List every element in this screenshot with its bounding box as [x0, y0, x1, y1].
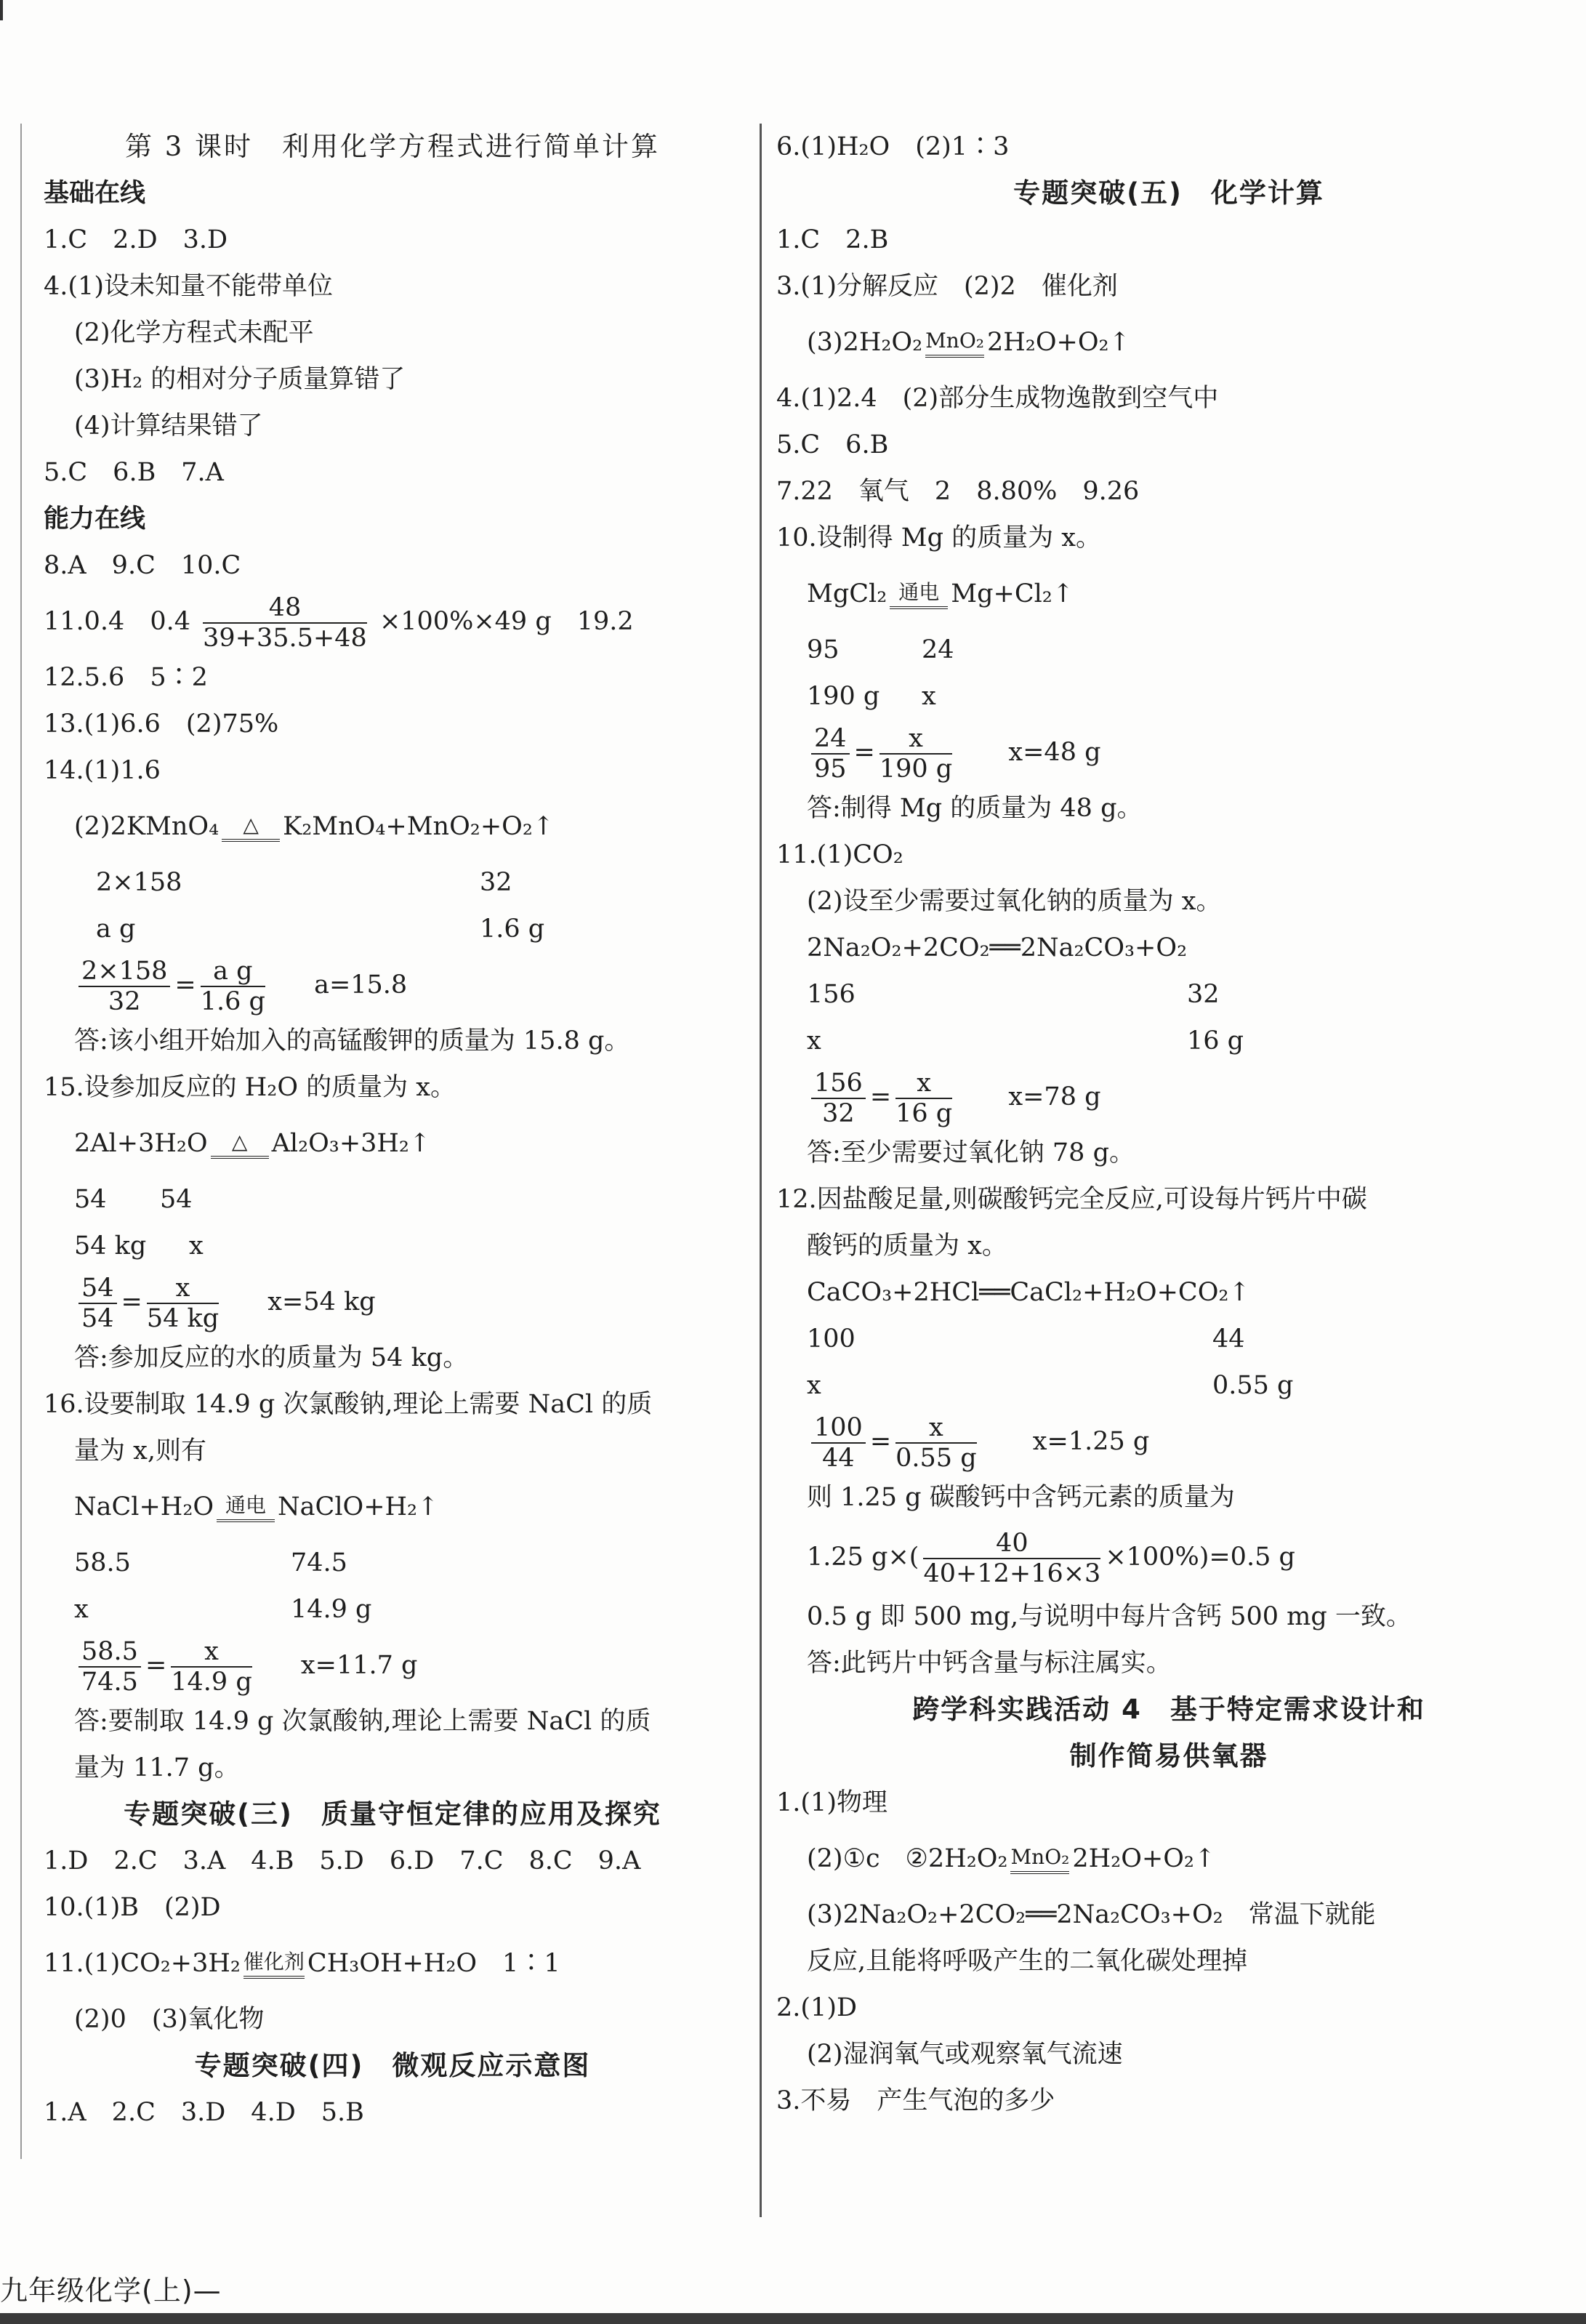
reaction-arrow [243, 1951, 305, 1979]
answer-text: ×100%)=0.5 g [1105, 1543, 1295, 1572]
page-footer: 九年级化学(上)— [0, 2275, 222, 2307]
answer-statement: 答:要制取 14.9 g 次氯酸钠,理论上需要 NaCl 的质 [74, 1707, 651, 1736]
fraction [923, 1529, 1100, 1588]
eq-left: (2)2KMnO₄ [74, 812, 220, 841]
denominator: 95 [814, 754, 847, 784]
mass-value: 32 [1187, 980, 1220, 1009]
mass-row [44, 859, 741, 906]
denominator: 54 kg [146, 1303, 220, 1333]
reaction-condition: MnO₂ [1010, 1844, 1070, 1869]
activity-heading-line2: 制作简易供氧器 [1069, 1740, 1268, 1772]
top-edge-mark [0, 0, 3, 20]
numerator: 48 [203, 593, 367, 624]
chemical-equation: 2Na₂O₂+2CO₂══2Na₂CO₃+O₂ [807, 933, 1188, 962]
answer-line: 0.5 g 即 500 mg,与说明中每片含钙 500 mg 一致。 [807, 1602, 1412, 1631]
answer-statement: 量为 11.7 g。 [74, 1753, 240, 1782]
proportion-line: $\frac{100}{44}$ = $\frac{x}{0.55 g}$ x=1.25 g [776, 1409, 1561, 1474]
left-binding-line [20, 124, 22, 2159]
section-ability: 能力在线 [44, 504, 146, 534]
reaction-arrow [211, 1131, 269, 1159]
mass-row [776, 971, 1561, 1018]
reaction-arrow [1010, 1846, 1069, 1874]
chemical-equation [44, 1111, 741, 1176]
denominator: 32 [108, 986, 141, 1016]
fraction [79, 1274, 117, 1333]
chemical-equation [776, 310, 1561, 375]
column-divider [760, 124, 762, 2217]
mass-value: 100 [807, 1324, 856, 1354]
mass-value: 190 g [807, 682, 880, 711]
chemical-equation [44, 1931, 741, 1996]
answer-line: 10.设制得 Mg 的质量为 x。 [776, 523, 1102, 552]
numerator: x [895, 1413, 976, 1444]
mass-value: x [922, 682, 936, 711]
reaction-condition: 催化剂 [243, 1949, 305, 1974]
eq-left: (2)①c ②2H₂O₂ [807, 1844, 1008, 1873]
reaction-condition: 通电 [898, 579, 940, 604]
answer-line: 5.C 6.B 7.A [44, 458, 224, 487]
reaction-condition: MnO₂ [925, 328, 985, 353]
numerator: x [171, 1637, 251, 1668]
answer-line-fraction [776, 1521, 1561, 1593]
eq-left: 11.(1)CO₂+3H₂ [44, 1949, 241, 1978]
mass-row [776, 627, 1561, 673]
denominator: 40+12+16×3 [923, 1559, 1101, 1588]
answer-line: (4)计算结果错了 [74, 411, 263, 441]
answer-line: 14.(1)1.6 [44, 756, 161, 785]
answer-line: 反应,且能将呼吸产生的二氧化碳处理掉 [807, 1947, 1248, 1976]
result: x=11.7 g [300, 1651, 418, 1680]
denominator: 32 [822, 1098, 855, 1128]
result: x=54 kg [267, 1287, 376, 1316]
answer-line: 1.(1)物理 [776, 1788, 887, 1817]
numerator: 58.5 [79, 1637, 141, 1668]
denominator: 1.6 g [200, 986, 265, 1016]
eq-right: Al₂O₃+3H₂↑ [271, 1129, 431, 1158]
numerator: 40 [923, 1529, 1100, 1559]
answer-line: (2)湿润氧气或观察氧气流速 [807, 2040, 1123, 2069]
answer-text: 11.0.4 0.4 [44, 607, 190, 636]
numerator: 100 [811, 1413, 866, 1444]
chemical-equation [44, 1474, 741, 1540]
answer-line: 1.C 2.B [776, 225, 889, 254]
answer-line: 15.设参加反应的 H₂O 的质量为 x。 [44, 1073, 456, 1102]
mass-value: 0.55 g [1212, 1371, 1294, 1400]
mass-row [44, 1540, 741, 1586]
numerator: 54 [79, 1274, 117, 1304]
mass-row [44, 1223, 741, 1269]
result: x=48 g [1008, 738, 1101, 767]
fraction [811, 1413, 866, 1473]
answer-line: (3)H₂ 的相对分子质量算错了 [74, 365, 406, 394]
fraction [879, 724, 952, 784]
mass-value: 156 [807, 980, 856, 1009]
denominator: 44 [822, 1443, 855, 1473]
mass-value: 54 [74, 1185, 107, 1214]
eq-right: NaClO+H₂↑ [278, 1492, 439, 1521]
result: x=78 g [1008, 1082, 1101, 1111]
reaction-condition: △ [243, 812, 259, 837]
answer-line: 16.设要制取 14.9 g 次氯酸钠,理论上需要 NaCl 的质 [44, 1390, 653, 1419]
mass-value: 44 [1212, 1324, 1245, 1354]
proportion-line: $\frac{54}{54}$ = $\frac{x}{54 kg}$ x=54 kg [44, 1269, 741, 1335]
mass-row [776, 1362, 1561, 1409]
denominator: 39+35.5+48 [203, 623, 367, 653]
reaction-arrow [925, 330, 984, 358]
denominator: 16 g [895, 1098, 953, 1128]
answer-line: 7.22 氧气 2 8.80% 9.26 [776, 477, 1140, 506]
fraction [79, 1637, 141, 1697]
answer-line: 13.(1)6.6 (2)75% [44, 709, 279, 739]
mass-row [44, 906, 741, 952]
answer-line: 2.(1)D [776, 1993, 858, 2022]
answer-text: 1.25 g×( [807, 1543, 919, 1572]
answer-text: ×100%×49 g 19.2 [379, 607, 634, 636]
numerator: x [147, 1274, 219, 1304]
denominator: 14.9 g [171, 1667, 252, 1697]
mass-value: 2×158 [96, 868, 182, 897]
answer-line: (2)化学方程式未配平 [74, 318, 314, 347]
reaction-arrow [890, 579, 948, 609]
answer-line: (2)设至少需要过氧化钠的质量为 x。 [807, 887, 1222, 916]
fraction [895, 1069, 952, 1128]
proportion-line: $\frac{24}{95}$ = $\frac{x}{190 g}$ x=48 g [776, 720, 1561, 785]
mass-value: x [807, 1026, 821, 1056]
answer-statement: 答:制得 Mg 的质量为 48 g。 [807, 794, 1143, 823]
answer-statement: 答:此钙片中钙含量与标注属实。 [807, 1649, 1172, 1678]
topic-heading-3: 专题突破(三) 质量守恒定律的应用及探究 [124, 1798, 661, 1830]
answer-line: 11.(1)CO₂ [776, 840, 903, 869]
answer-line: 量为 x,则有 [74, 1436, 206, 1465]
left-column [44, 124, 741, 2136]
section-basic: 基础在线 [44, 179, 146, 208]
mass-value: 95 [807, 635, 840, 664]
answer-line: 6.(1)H₂O (2)1∶3 [776, 132, 1010, 161]
eq-left: MgCl₂ [807, 579, 887, 608]
mass-value: 32 [480, 868, 512, 897]
answer-line: 4.(1)设未知量不能带单位 [44, 272, 333, 301]
denominator: 190 g [879, 754, 953, 784]
proportion-line: $\frac{2\times 158}{32}$ = $\frac{\text{a g}}{1.6 g}$ a=15.8 [44, 952, 741, 1018]
answer-statement: 答:该小组开始加入的高锰酸钾的质量为 15.8 g。 [74, 1026, 630, 1056]
mass-value: x [807, 1371, 821, 1400]
mass-value: a g [96, 914, 136, 944]
fraction [79, 957, 170, 1016]
chemical-equation [776, 1826, 1561, 1891]
topic-heading-5: 专题突破(五) 化学计算 [1013, 177, 1324, 209]
answer-line: 则 1.25 g 碳酸钙中含钙元素的质量为 [807, 1483, 1235, 1512]
answer-line: 10.(1)B (2)D [44, 1893, 221, 1922]
fraction [171, 1637, 251, 1697]
eq-right: 2H₂O+O₂↑ [987, 328, 1130, 357]
numerator: a g [201, 957, 265, 987]
result: x=1.25 g [1032, 1427, 1150, 1456]
proportion-line: $\frac{58.5}{74.5}$ = $\frac{x}{14.9 g}$ x=11.7 g [44, 1633, 741, 1698]
mass-value: 54 kg [74, 1231, 147, 1260]
chemical-equation [44, 794, 741, 859]
topic-heading-4: 专题突破(四) 微观反应示意图 [194, 2050, 591, 2081]
mass-value: x [74, 1595, 89, 1624]
bottom-edge-band [0, 2313, 1586, 2324]
answer-line: (2)0 (3)氧化物 [74, 2005, 265, 2034]
proportion-line: $\frac{156}{32}$ = $\frac{x}{16 g}$ x=78 g [776, 1064, 1561, 1130]
lesson-title: 第 3 课时 利用化学方程式进行简单计算 [124, 131, 661, 162]
denominator: 54 [81, 1303, 114, 1333]
eq-left: 2Al+3H₂O [74, 1129, 208, 1158]
eq-right: K₂MnO₄+MnO₂+O₂↑ [283, 812, 555, 841]
mass-value: 74.5 [291, 1548, 347, 1577]
reaction-condition: 通电 [225, 1492, 267, 1517]
eq-left: NaCl+H₂O [74, 1492, 214, 1521]
denominator: 0.55 g [895, 1443, 977, 1473]
answer-line: 3.不易 产生气泡的多少 [776, 2086, 1055, 2115]
answer-line: 8.A 9.C 10.C [44, 551, 241, 580]
denominator: 74.5 [81, 1667, 138, 1697]
right-column [776, 124, 1561, 2124]
numerator: 24 [811, 724, 850, 755]
answer-line: 1.D 2.C 3.A 4.B 5.D 6.D 7.C 8.C 9.A [44, 1846, 641, 1875]
fraction [811, 1069, 866, 1128]
answer-line: 12.因盐酸足量,则碳酸钙完全反应,可设每片钙片中碳 [776, 1185, 1367, 1214]
result: a=15.8 [314, 970, 408, 1000]
answer-line: 12.5.6 5∶2 [44, 663, 208, 692]
reaction-condition: △ [231, 1129, 248, 1154]
mass-row [776, 1018, 1561, 1064]
mass-row [776, 1316, 1561, 1362]
chemical-equation [776, 561, 1561, 627]
answer-line: (3)2Na₂O₂+2CO₂══2Na₂CO₃+O₂ 常温下就能 [807, 1900, 1376, 1929]
reaction-arrow [222, 814, 280, 842]
eq-left: (3)2H₂O₂ [807, 328, 923, 357]
numerator: x [895, 1069, 952, 1099]
mass-row [44, 1176, 741, 1223]
mass-row [776, 673, 1561, 720]
answer-line: 5.C 6.B [776, 430, 889, 459]
answer-statement: 答:至少需要过氧化钠 78 g。 [807, 1138, 1135, 1167]
eq-right: Mg+Cl₂↑ [951, 579, 1074, 608]
reaction-arrow [217, 1492, 275, 1522]
numerator: 156 [811, 1069, 866, 1099]
activity-heading: 跨学科实践活动 4 基于特定需求设计和 [912, 1694, 1425, 1725]
mass-row [44, 1586, 741, 1633]
mass-value: 14.9 g [291, 1595, 372, 1624]
chemical-equation: CaCO₃+2HCl══CaCl₂+H₂O+CO₂↑ [807, 1278, 1250, 1307]
mass-value: 58.5 [74, 1548, 131, 1577]
answer-line: 1.C 2.D 3.D [44, 225, 228, 254]
mass-value: 24 [922, 635, 954, 664]
mass-value: 1.6 g [480, 914, 545, 944]
answer-line: 3.(1)分解反应 (2)2 催化剂 [776, 272, 1118, 301]
eq-right: CH₃OH+H₂O 1∶1 [307, 1949, 560, 1978]
fraction [201, 957, 265, 1016]
mass-value: 54 [160, 1185, 193, 1214]
answer-statement: 答:参加反应的水的质量为 54 kg。 [74, 1343, 469, 1372]
mass-value: 16 g [1187, 1026, 1244, 1056]
eq-right: 2H₂O+O₂↑ [1072, 1844, 1216, 1873]
answer-line: 4.(1)2.4 (2)部分生成物逸散到空气中 [776, 384, 1219, 413]
fraction [203, 593, 367, 653]
fraction [895, 1413, 976, 1473]
mass-value: x [189, 1231, 204, 1260]
fraction [811, 724, 850, 784]
numerator: 2×158 [79, 957, 170, 987]
answer-line: 1.A 2.C 3.D 4.D 5.B [44, 2098, 364, 2127]
answer-line-fraction [44, 589, 741, 654]
fraction [147, 1274, 219, 1333]
answer-line: 酸钙的质量为 x。 [807, 1231, 1007, 1260]
numerator: x [879, 724, 952, 755]
